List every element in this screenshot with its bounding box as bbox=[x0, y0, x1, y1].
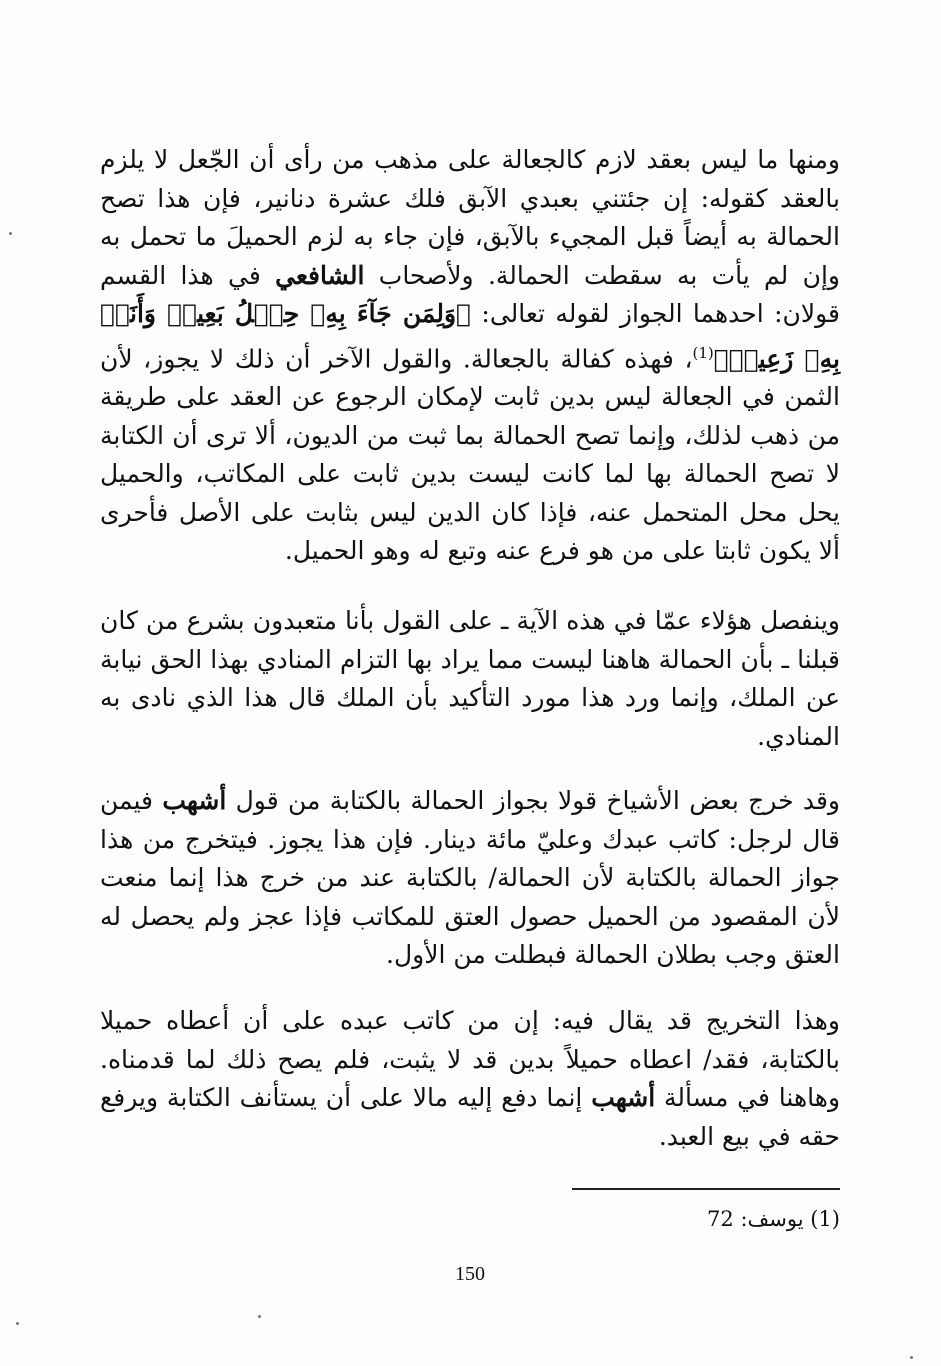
paragraph-4-text-b: إنما دفع إليه مالا على أن يستأنف الكتابة ويرفع حقه في بيع العبد. bbox=[100, 1083, 840, 1151]
page-number: 150 bbox=[455, 1263, 485, 1285]
paragraph-1 bbox=[100, 141, 840, 571]
scan-speck bbox=[9, 232, 12, 235]
name-ashhab-2: أشهب bbox=[591, 1083, 656, 1112]
paragraph-3 bbox=[100, 782, 840, 975]
paragraph-2: وينفصل هؤلاء عمّا في هذه الآية ـ على القول بأنا متعبدون بشرع من كان قبلنا ـ بأن الحمالة هاهنا ليست مما يراد بها التزام المنادي بهذا الحق نيابة عن الملك، وإنما ورد هذا مورد التأكيد بأن الملك قال هذا الذي نادى به المنادي. bbox=[100, 606, 840, 751]
paragraph-4 bbox=[100, 1002, 840, 1156]
paragraph-3-text-b: فيمن قال لرجل: كاتب عبدك وعليّ مائة دينار. فإن هذا يجوز. فيتخرج من هذا جواز الحمالة بالكتابة لأن الحمالة/ بالكتابة عند من خرج هذا إنما منعت لأن المقصود من الحميل حصول العتق للمكاتب فإذا عجز ولم يحصل له العتق وجب بطلان الحمالة فبطلت من الأول. bbox=[100, 786, 840, 969]
footnote-text: (1) يوسف: 72 bbox=[707, 1207, 840, 1231]
footnote-divider bbox=[572, 1188, 840, 1190]
footnote-reference: (1) bbox=[692, 343, 714, 362]
quran-verse: ﴿وَلِمَن جَآءَ بِهِۦ حِمۡلُ بَعِيرٖ وَأَنَا۠ بِهِۦ زَعِيمٞ﴾ bbox=[100, 299, 841, 373]
paragraph-3-text-a: وقد خرج بعض الأشياخ قولا بجواز الحمالة بالكتابة من قول bbox=[235, 786, 840, 815]
paragraph-1-text-b: في هذا القسم قولان: احدهما الجواز لقوله تعالى: bbox=[100, 260, 840, 328]
scan-speck bbox=[258, 1315, 261, 1318]
paragraph-4-text-a: وهذا التخريج قد يقال فيه: إن من كاتب عبده على أن أعطاه حميلا بالكتابة، فقد/ اعطاه حميلاً بدين قد لا يثبت، فلم يصح ذلك لما قدمناه. وهاهنا في مسألة bbox=[100, 1006, 841, 1112]
name-shafii: الشافعي bbox=[275, 260, 365, 290]
paragraph-1-text-c: ، فهذه كفالة بالجعالة. والقول الآخر أن ذلك لا يجوز، لأن الثمن في الجعالة ليس بدين ثابت لإمكان الرجوع عن العقد على طريقة من ذهب لذلك، وإنما تصح الحمالة بما ثبت من الديون، ألا ترى أن الكتابة لا تصح الحمالة بها لما كانت ليست بدين ثابت على المكاتب، والحميل يحل محل المتحمل عنه، فإذا كان الدين ليس بثابت على الأصل فأحرى ألا يكون ثابتا على من هو فرع عنه وتبع له وهو الحميل. bbox=[100, 343, 840, 566]
scan-speck bbox=[910, 1356, 913, 1359]
paragraph-1-text-a: ومنها ما ليس بعقد لازم كالجعالة على مذهب من رأى أن الجّعل لا يلزم بالعقد كقوله: إن جئتني بعبدي الآبق فلك عشرة دنانير، فإن هذا تصح الحمالة به أيضاً قبل المجيء بالآبق، فإن جاء به لزم الحميلَ ما تحمل به وإن لم يأت به سقطت الحمالة. ولأصحاب bbox=[100, 145, 840, 290]
scan-speck bbox=[16, 1322, 19, 1325]
name-ashhab: أشهب bbox=[162, 786, 227, 815]
